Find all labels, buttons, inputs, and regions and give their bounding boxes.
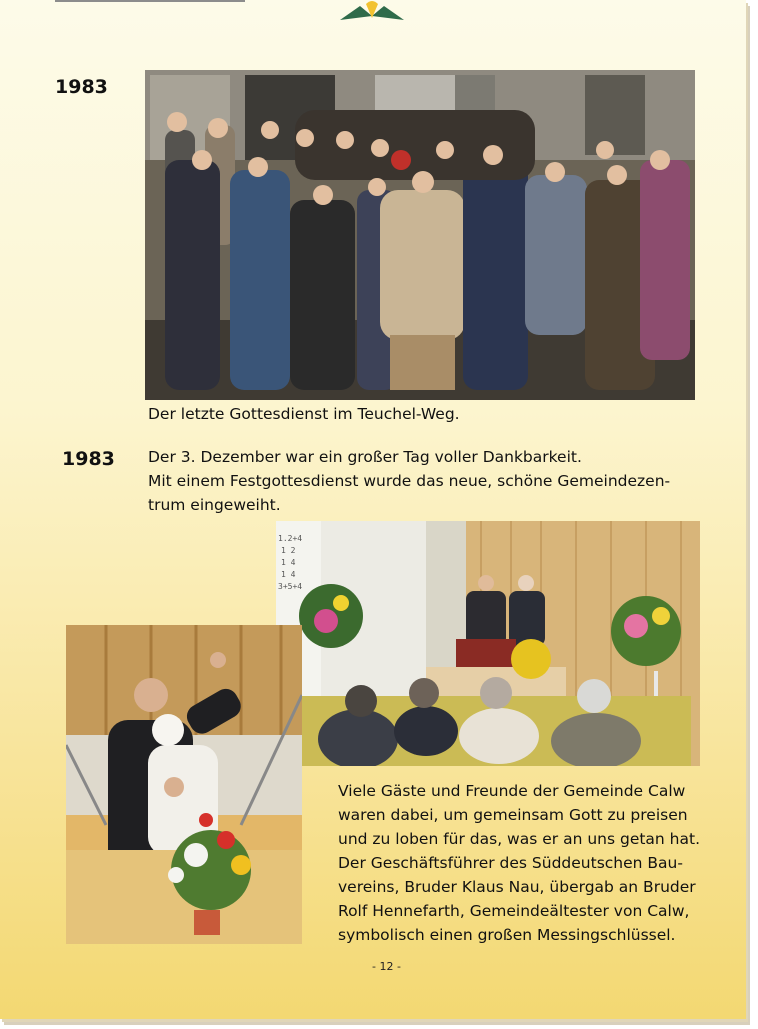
church-hall-photo <box>276 521 700 766</box>
key-handover-photo <box>66 625 302 944</box>
year-heading-2: 1983 <box>62 448 115 470</box>
paragraph-guests <box>338 779 718 947</box>
group-photo <box>145 70 695 400</box>
top-rule <box>55 0 245 2</box>
text-line: Rolf Hennefarth, Gemeindeältester von Calw, <box>338 902 690 920</box>
year-heading-1: 1983 <box>55 76 108 98</box>
paragraph-dedication <box>148 445 708 517</box>
text-line: waren dabei, um gemeinsam Gott zu preisen <box>338 806 688 824</box>
church-logo-icon <box>338 0 406 22</box>
hymn-board-number: 3+5+4 <box>278 582 303 591</box>
text-line: trum eingeweiht. <box>148 496 281 514</box>
text-line: vereins, Bruder Klaus Nau, übergab an Bruder <box>338 878 696 896</box>
hymn-board-number: 1 4 <box>281 570 296 579</box>
text-line: und zu loben für das, was er an uns getan hat. <box>338 830 701 848</box>
photo-caption-1: Der letzte Gottesdienst im Teuchel-Weg. <box>148 405 460 423</box>
text-line: Der Geschäftsführer des Süddeutschen Bau- <box>338 854 683 872</box>
hymn-board-number: 1 2 <box>281 546 296 555</box>
text-line: Mit einem Festgottesdienst wurde das neue, schöne Gemeindezen- <box>148 472 671 490</box>
text-line: Viele Gäste und Freunde der Gemeinde Calw <box>338 782 686 800</box>
text-line: Der 3. Dezember war ein großer Tag voller Dankbarkeit. <box>148 448 582 466</box>
page-number: - 12 - <box>372 960 401 973</box>
text-line: symbolisch einen großen Messingschlüssel. <box>338 926 676 944</box>
hymn-board-number: 1 4 <box>281 558 296 567</box>
hymn-board-number: 1.2+4 <box>278 534 303 543</box>
